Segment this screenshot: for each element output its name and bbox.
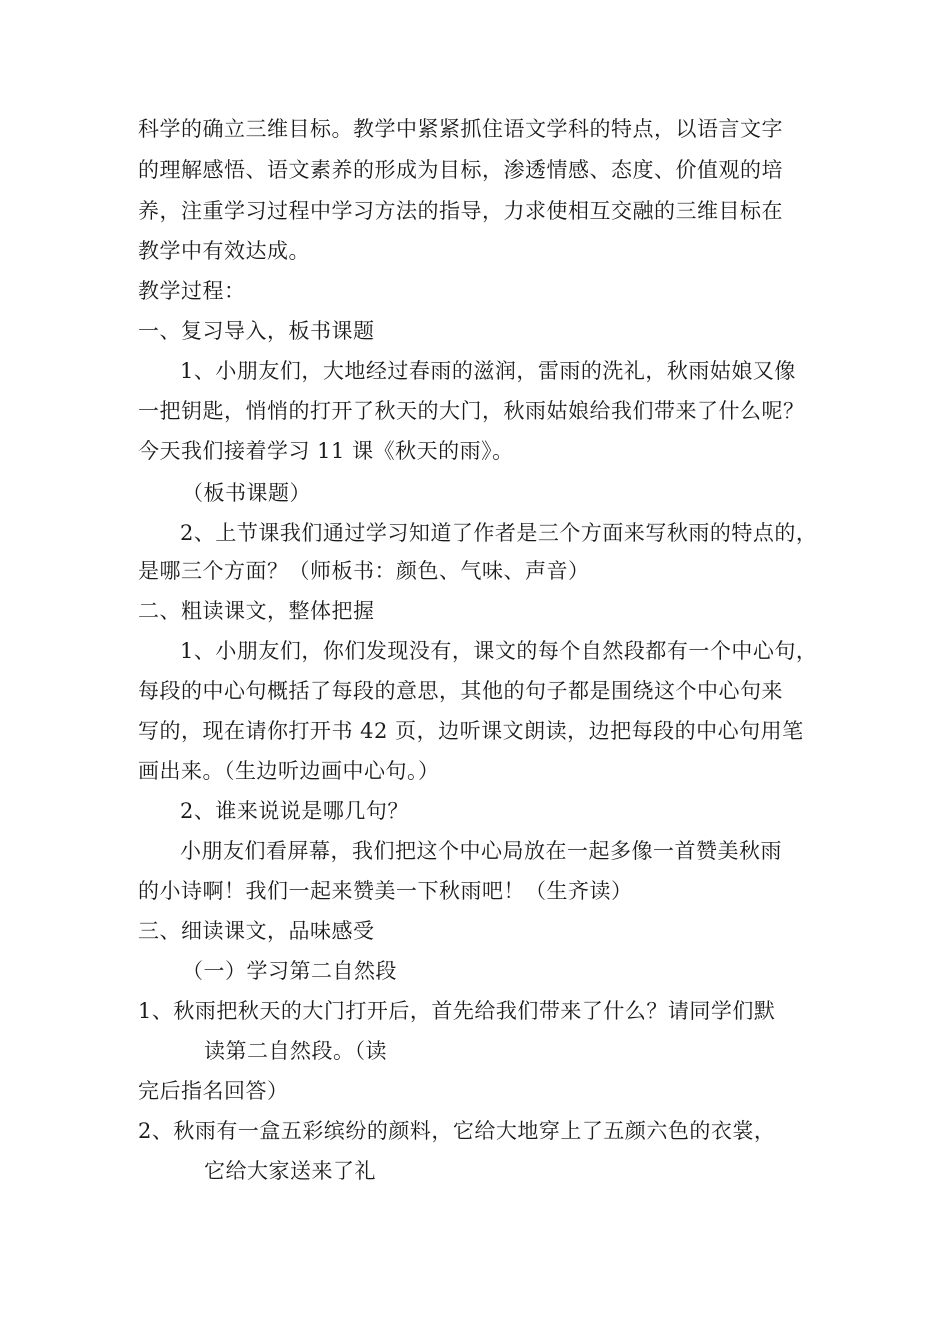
text-line: 1、小朋友们，大地经过春雨的滋润，雷雨的洗礼，秋雨姑娘又像 — [180, 359, 796, 383]
text-line: 今天我们接着学习 11 课《秋天的雨》。 — [138, 439, 514, 463]
text-line: 2、秋雨有一盒五彩缤纷的颜料，它给大地穿上了五颜六色的衣裳， — [138, 1119, 776, 1143]
text-line: 写的，现在请你打开书 42 页，边听课文朗读，边把每段的中心句用笔 — [138, 719, 804, 743]
section-heading: 二、粗读课文，整体把握 — [138, 599, 375, 623]
text-line: 的理解感悟、语文素养的形成为目标，渗透情感、态度、价值观的培 — [138, 158, 783, 182]
subsection-heading: （一）学习第二自然段 — [182, 959, 397, 983]
text-line: 它给大家送来了礼 — [204, 1159, 376, 1183]
text-line: （板书课题） — [182, 481, 311, 505]
text-line: 科学的确立三维目标。教学中紧紧抓住语文学科的特点，以语言文字 — [138, 117, 783, 141]
text-line: 读第二自然段。（读 — [204, 1039, 387, 1063]
text-line: 养，注重学习过程中学习方法的指导，力求使相互交融的三维目标在 — [138, 199, 783, 223]
text-line: 小朋友们看屏幕，我们把这个中心局放在一起多像一首赞美秋雨 — [180, 839, 782, 863]
text-line: 1、秋雨把秋天的大门打开后，首先给我们带来了什么？请同学们默 — [138, 999, 776, 1023]
section-heading: 教学过程： — [138, 279, 246, 303]
text-line: 是哪三个方面？（师板书：颜色、气味、声音） — [138, 559, 590, 583]
text-line: 2、谁来说说是哪几句？ — [180, 799, 409, 823]
text-line: 画出来。（生边听边画中心句。） — [138, 759, 440, 783]
text-line: 2、上节课我们通过学习知道了作者是三个方面来写秋雨的特点的， — [180, 521, 818, 545]
section-heading: 三、细读课文，品味感受 — [138, 919, 375, 943]
text-line: 每段的中心句概括了每段的意思，其他的句子都是围绕这个中心句来 — [138, 679, 783, 703]
text-line: 1、小朋友们，你们发现没有，课文的每个自然段都有一个中心句， — [180, 639, 818, 663]
section-heading: 一、复习导入，板书课题 — [138, 319, 375, 343]
text-line: 教学中有效达成。 — [138, 239, 310, 263]
text-line: 完后指名回答） — [138, 1079, 289, 1103]
text-line: 的小诗啊！我们一起来赞美一下秋雨吧！（生齐读） — [138, 879, 633, 903]
text-line: 一把钥匙，悄悄的打开了秋天的大门，秋雨姑娘给我们带来了什么呢？ — [138, 399, 805, 423]
